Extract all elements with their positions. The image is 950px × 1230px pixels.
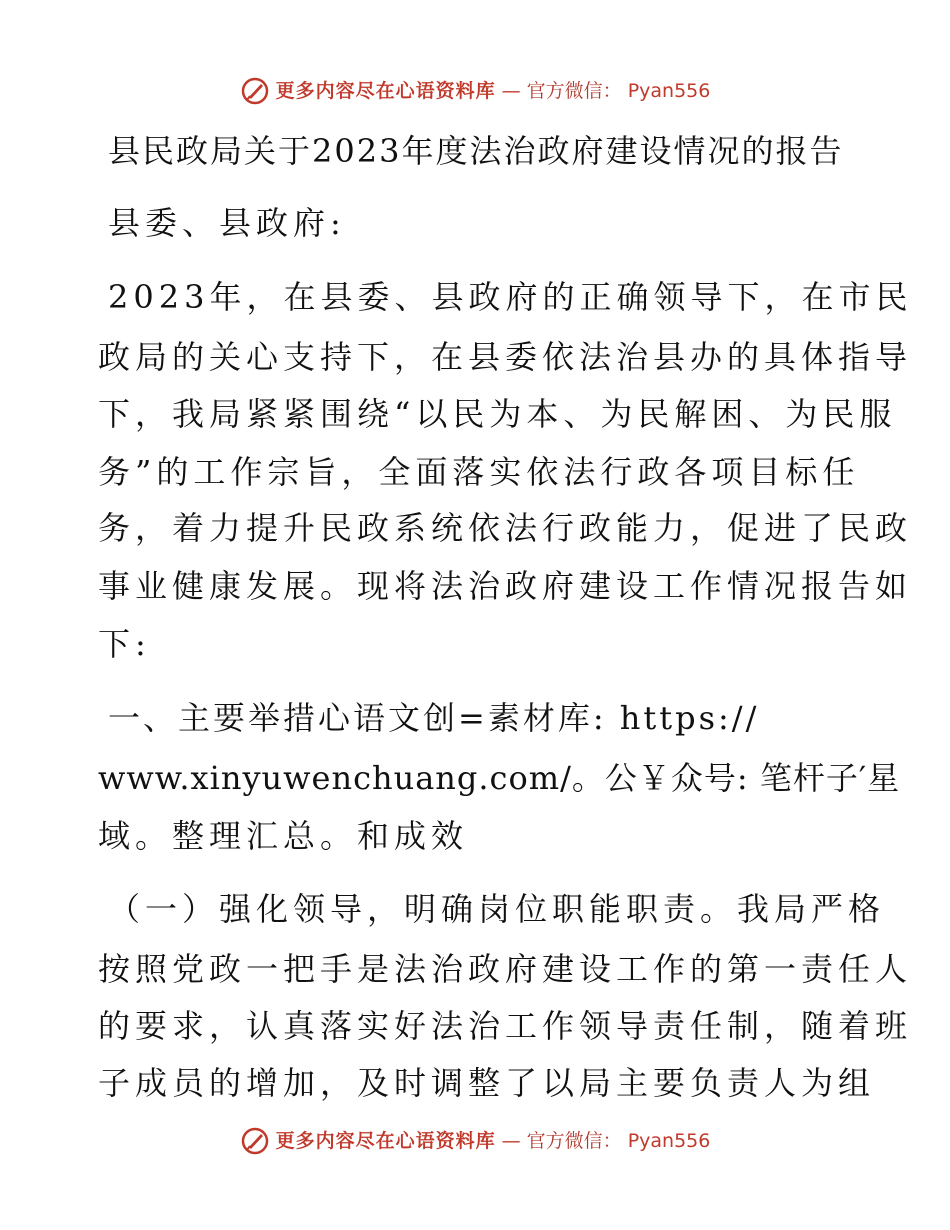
salutation: 县委、县政府:	[108, 204, 346, 242]
body-line: 下:	[98, 625, 151, 663]
body-line: 务”的工作宗旨，全面落实依法行政各项目标任	[98, 453, 860, 491]
banner-main-text: 更多内容尽在心语资料库	[275, 1130, 496, 1152]
body-line: （一）强化领导，明确岗位职能职责。我局严格	[108, 890, 886, 928]
body-line: 子成员的增加，及时调整了以局主要负责人为组	[98, 1064, 876, 1102]
section-heading-line: 域。整理汇总。和成效	[98, 817, 469, 855]
quill-logo-icon	[240, 76, 270, 106]
banner-dash: —	[501, 1130, 521, 1152]
quill-logo-icon	[240, 1126, 270, 1156]
body-line: 事业健康发展。现将法治政府建设工作情况报告如	[98, 567, 913, 605]
body-line: 务，着力提升民政系统依法行政能力，促进了民政	[98, 509, 913, 547]
document-title: 县民政局关于2023年度法治政府建设情况的报告	[108, 132, 844, 170]
body-line: 的要求，认真落实好法治工作领导责任制，随着班	[98, 1007, 913, 1045]
footer-banner	[0, 1126, 950, 1156]
banner-label: 官方微信：	[526, 1130, 622, 1152]
body-line: 2023年，在县委、县政府的正确领导下，在市民	[108, 278, 913, 316]
body-line: 按照党政一把手是法治政府建设工作的第一责任人	[98, 950, 913, 988]
section-heading-line: 一、主要举措心语文创=素材库: https://	[108, 699, 760, 737]
banner-dash: —	[501, 80, 521, 102]
banner-main-text: 更多内容尽在心语资料库	[275, 80, 496, 102]
banner-label: 官方微信：	[526, 80, 622, 102]
section-heading-line: www.xinyuwenchuang.com/。公￥众号: 笔杆子′星	[98, 759, 901, 797]
body-line: 政局的关心支持下，在县委依法治县办的具体指导	[98, 338, 913, 376]
banner-wechat-id: Pyan556	[627, 80, 711, 102]
banner-wechat-id: Pyan556	[627, 1130, 711, 1152]
body-line: 下，我局紧紧围绕“以民为本、为民解困、为民服	[98, 395, 897, 433]
header-banner	[0, 76, 950, 106]
